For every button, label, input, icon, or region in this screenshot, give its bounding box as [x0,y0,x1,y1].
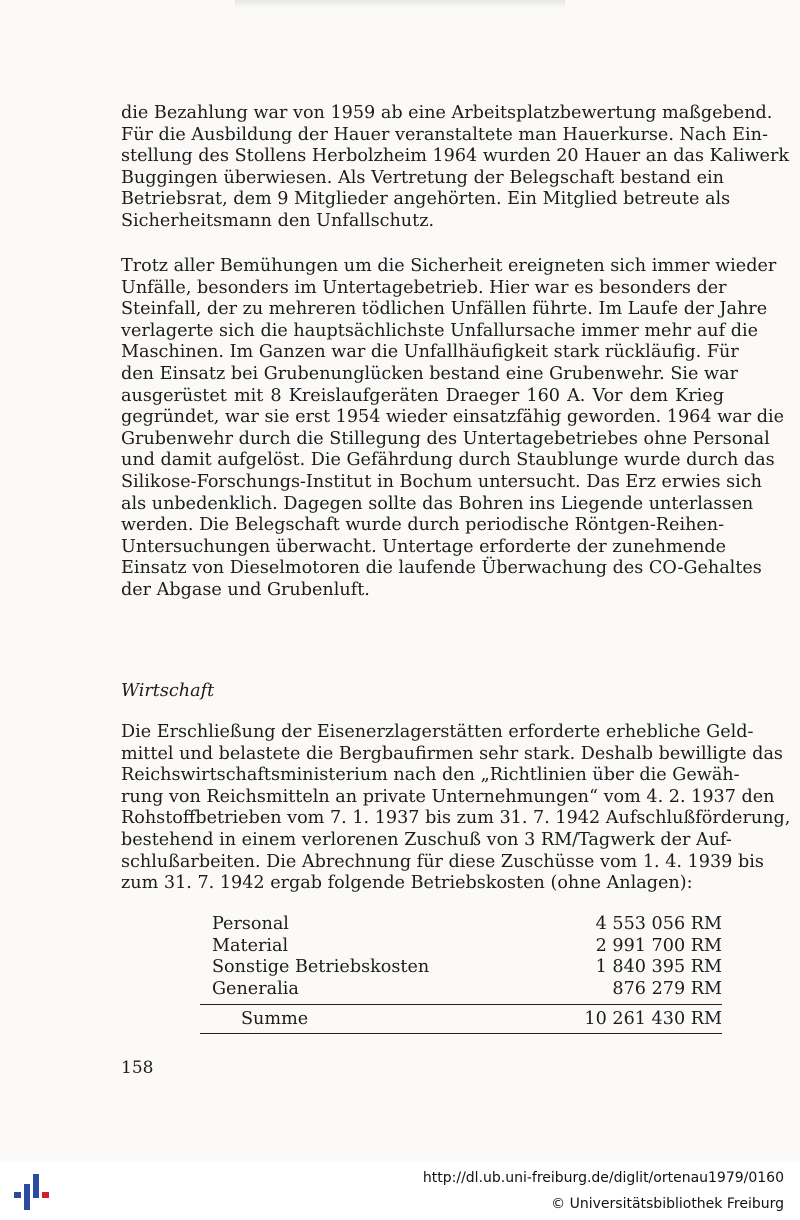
cost-row [200,979,722,1001]
text-line: Trotz aller Bemühungen um die Sicherheit ereigneten sich immer wieder [121,256,777,276]
text-line: Silikose-Forschungs-Institut in Bochum untersucht. Das Erz erwies sich [121,471,762,492]
text-line: Reichswirtschaftsministerium nach den „Richtlinien über die Gewäh- [121,765,740,786]
cost-label: Personal [212,914,289,934]
text-line: bestehend in einem verlorenen Zuschuß von 3 RM/Tagwerk der Auf- [121,829,732,850]
paragraph-1 [121,103,790,233]
cost-row [200,914,722,936]
text-line: als unbedenklich. Dagegen sollte das Bohren ins Liegende unterlassen [121,493,754,514]
cost-label: Generalia [212,978,299,999]
text-line: Einsatz von Dieselmotoren die laufende Überwachung des CO-Gehaltes [121,558,762,579]
text-line: Grubenwehr durch die Stillegung des Untertagebetriebes ohne Personal [121,428,770,449]
library-footer [0,1162,800,1220]
paragraph-2 [121,256,784,602]
text-line: verlagerte sich die hauptsächlichste Unfallursache immer mehr auf die [121,320,759,341]
text-line: Maschinen. Im Ganzen war die Unfallhäufigkeit stark rückläufig. Für [121,342,739,363]
sum-value: 10 261 430 RM [584,1009,722,1029]
text-line: zum 31. 7. 1942 ergab folgende Betriebskosten (ohne Anlagen): [121,873,693,894]
cost-value: 876 279 RM [612,978,722,999]
copyright-text: © Universitätsbibliothek Freiburg [551,1196,784,1212]
cost-table [200,914,722,1034]
text-line: den Einsatz bei Grubenunglücken bestand eine Grubenwehr. Sie war [121,363,739,384]
text-line: schlußarbeiten. Die Abrechnung für diese Zuschüsse vom 1. 4. 1939 bis [121,851,764,872]
text-line: Sicherheitsmann den Unfallschutz. [121,210,435,231]
scan-shadow [235,0,565,8]
text-line: rung von Reichsmitteln an private Unternehmungen“ vom 4. 2. 1937 den [121,786,775,807]
cost-row [200,936,722,958]
text-line: Buggingen überwiesen. Als Vertretung der Belegschaft bestand ein [121,167,724,188]
text-line: der Abgase und Grubenluft. [121,579,370,600]
text-line: stellung des Stollens Herbolzheim 1964 wurden 20 Hauer an das Kaliwerk [121,146,790,167]
library-logo-icon [10,1170,52,1212]
text-line: gegründet, war sie erst 1954 wieder einsatzfähig geworden. 1964 war die [121,407,784,428]
cost-value: 1 840 395 RM [595,957,722,977]
text-line: werden. Die Belegschaft wurde durch periodische Röntgen-Reihen- [121,515,725,536]
source-url-link[interactable]: http://dl.ub.uni-freiburg.de/diglit/ortenau1979/0160 [422,1170,784,1186]
cost-label: Material [212,935,289,956]
paragraph-3 [121,722,791,895]
sum-label: Summe [241,1009,309,1029]
cost-value: 4 553 056 RM [595,914,722,934]
text-line: Betriebsrat, dem 9 Mitglieder angehörten. Ein Mitglied betreute als [121,189,731,210]
text-line: Untersuchungen überwacht. Untertage erforderte der zunehmende [121,536,727,557]
text-line: Die Erschließung der Eisenerzlagerstätten erforderte erhebliche Geld- [121,722,754,742]
cost-row [200,957,722,979]
text-line: mittel und belastete die Bergbaufirmen sehr stark. Deshalb bewilligte das [121,743,783,764]
cost-value: 2 991 700 RM [595,935,722,956]
text-line: Rohstoffbetrieben vom 7. 1. 1937 bis zum 31. 7. 1942 Aufschlußförderung, [121,808,791,829]
cost-label: Sonstige Betriebskosten [212,957,430,977]
text-line: und damit aufgelöst. Die Gefährdung durch Staublunge wurde durch das [121,450,775,471]
text-line: Steinfall, der zu mehreren tödlichen Unfällen führte. Im Laufe der Jahre [121,299,768,320]
section-heading: Wirtschaft [121,681,215,701]
text-line: Für die Ausbildung der Hauer veranstaltete man Hauerkurse. Nach Ein- [121,124,768,145]
sum-underline [200,1033,722,1034]
text-line: ausgerüstet mit 8 Kreislaufgeräten Draeger 160 A. Vor dem Krieg [121,385,724,406]
page-number: 158 [121,1058,154,1078]
text-line: die Bezahlung war von 1959 ab eine Arbeitsplatzbewertung maßgebend. [121,103,773,123]
sum-row [200,1005,722,1033]
text-line: Unfälle, besonders im Untertagebetrieb. Hier war es besonders der [121,277,727,298]
